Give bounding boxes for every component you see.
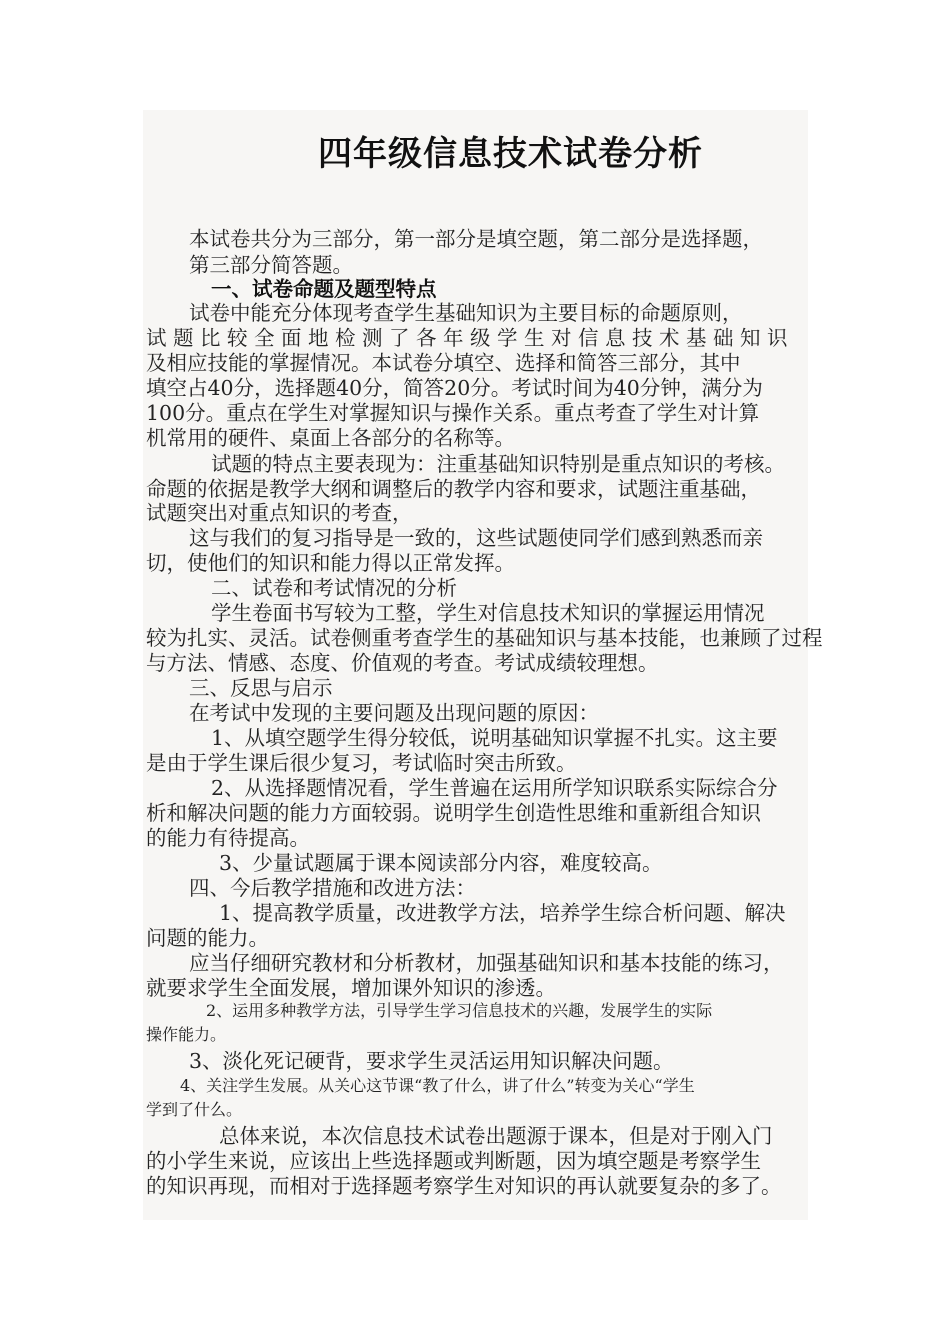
paragraph-line: 就要求学生全面发展，增加课外知识的渗透。 — [146, 976, 556, 1000]
document-title: 四年级信息技术试卷分析 — [318, 134, 703, 174]
paragraph-line: 与方法、情感、态度、价值观的考查。考试成绩较理想。 — [146, 651, 659, 675]
paragraph-line: 及相应技能的掌握情况。本试卷分填空、选择和简答三部分，其中 — [146, 351, 741, 375]
paragraph-line: 问题的能力。 — [146, 926, 269, 950]
paragraph-line: 在考试中发现的主要问题及出现问题的原因： — [189, 701, 599, 725]
paragraph-line: 总体来说，本次信息技术试卷出题源于课本，但是对于刚入门 — [219, 1124, 773, 1148]
paragraph-line: 析和解决问题的能力方面较弱。说明学生创造性思维和重新组合知识 — [146, 801, 761, 825]
paragraph-line: 试题突出对重点知识的考查， — [146, 501, 413, 525]
paragraph-line: 应当仔细研究教材和分析教材，加强基础知识和基本技能的练习， — [189, 951, 784, 975]
paragraph-line: 100分。重点在学生对掌握知识与操作关系。重点考查了学生对计算 — [146, 401, 760, 425]
paragraph-line: 3、淡化死记硬背，要求学生灵活运用知识解决问题。 — [189, 1049, 674, 1073]
paragraph-line: 学到了什么。 — [146, 1100, 243, 1119]
paragraph-line: 本试卷共分为三部分，第一部分是填空题，第二部分是选择题， — [189, 227, 763, 251]
paragraph-line: 是由于学生课后很少复习，考试临时突击所致。 — [146, 751, 577, 775]
paragraph-line: 1、从填空题学生得分较低，说明基础知识掌握不扎实。这主要 — [211, 726, 778, 750]
paragraph-line: 试题的特点主要表现为：注重基础知识特别是重点知识的考核。 — [211, 452, 785, 476]
paragraph-line: 试卷中能充分体现考查学生基础知识为主要目标的命题原则， — [189, 301, 743, 325]
paragraph-line: 的小学生来说，应该出上些选择题或判断题，因为填空题是考察学生 — [146, 1149, 761, 1173]
paragraph-line: 较为扎实、灵活。试卷侧重考查学生的基础知识与基本技能，也兼顾了过程 — [146, 626, 823, 650]
paragraph-line: 命题的依据是教学大纲和调整后的教学内容和要求，试题注重基础， — [146, 477, 761, 501]
section-heading: 一、试卷命题及题型特点 — [211, 277, 437, 301]
paragraph-line: 2、运用多种教学方法，引导学生学习信息技术的兴趣，发展学生的实际 — [206, 1001, 713, 1020]
section-heading: 二、试卷和考试情况的分析 — [211, 576, 457, 600]
paragraph-line: 试题比较全面地检测了各年级学生对信息技术基础知识 — [146, 326, 794, 350]
paragraph-line: 机常用的硬件、桌面上各部分的名称等。 — [146, 426, 515, 450]
paragraph-line: 的能力有待提高。 — [146, 826, 310, 850]
paragraph-line: 切，使他们的知识和能力得以正常发挥。 — [146, 551, 515, 575]
section-heading: 三、反思与启示 — [189, 676, 333, 700]
paragraph-line: 2、从选择题情况看，学生普遍在运用所学知识联系实际综合分 — [211, 776, 778, 800]
paragraph-line: 操作能力。 — [146, 1025, 227, 1044]
paragraph-line: 1、提高教学质量，改进教学方法，培养学生综合析问题、解决 — [219, 901, 786, 925]
paragraph-line: 填空占40分，选择题40分，简答20分。考试时间为40分钟，满分为 — [146, 376, 763, 400]
section-heading: 四、今后教学措施和改进方法： — [189, 876, 476, 900]
paragraph-line: 这与我们的复习指导是一致的，这些试题使同学们感到熟悉而亲 — [189, 526, 763, 550]
paragraph-line: 的知识再现，而相对于选择题考察学生对知识的再认就要复杂的多了。 — [146, 1174, 782, 1198]
paragraph-line: 3、少量试题属于课本阅读部分内容，难度较高。 — [219, 851, 663, 875]
paragraph-line: 学生卷面书写较为工整，学生对信息技术知识的掌握运用情况 — [211, 601, 765, 625]
paragraph-line: 4、关注学生发展。从关心这节课“教了什么，讲了什么”转变为关心“学生 — [180, 1076, 695, 1095]
paragraph-line: 第三部分简答题。 — [189, 253, 353, 277]
